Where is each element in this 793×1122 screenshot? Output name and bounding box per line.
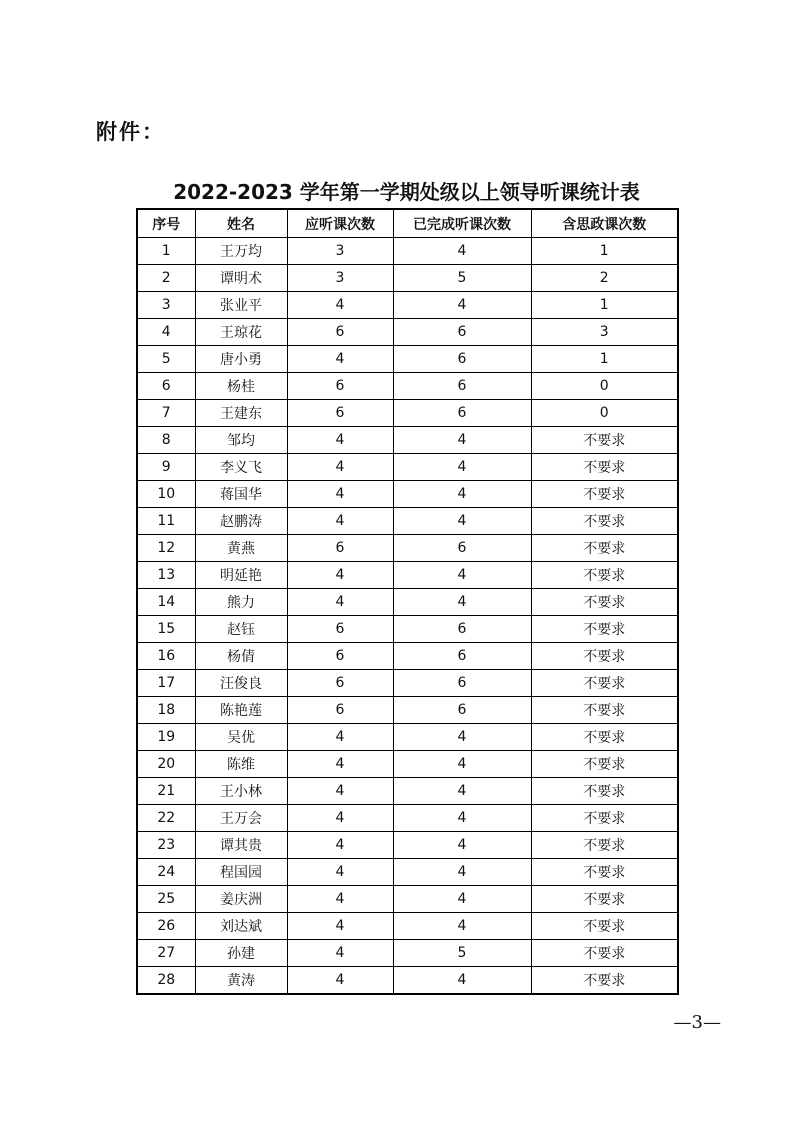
cell-required: 4 xyxy=(287,751,393,778)
table-row xyxy=(137,319,678,346)
document-title: 2022-2023 学年第一学期处级以上领导听课统计表 xyxy=(173,180,640,204)
cell-completed: 6 xyxy=(393,319,531,346)
cell-ideological: 1 xyxy=(531,346,678,373)
cell-required: 6 xyxy=(287,697,393,724)
cell-index: 2 xyxy=(137,265,195,292)
cell-completed: 6 xyxy=(393,535,531,562)
cell-index: 23 xyxy=(137,832,195,859)
cell-name: 杨倩 xyxy=(195,643,287,670)
cell-name: 赵钰 xyxy=(195,616,287,643)
table-row xyxy=(137,724,678,751)
cell-completed: 5 xyxy=(393,940,531,967)
cell-index: 22 xyxy=(137,805,195,832)
cell-name: 张业平 xyxy=(195,292,287,319)
cell-index: 11 xyxy=(137,508,195,535)
cell-completed: 6 xyxy=(393,697,531,724)
table-row xyxy=(137,616,678,643)
cell-completed: 4 xyxy=(393,778,531,805)
cell-required: 4 xyxy=(287,886,393,913)
table-row xyxy=(137,670,678,697)
cell-required: 4 xyxy=(287,724,393,751)
header-completed-count: 已完成听课次数 xyxy=(393,209,531,238)
table-row xyxy=(137,697,678,724)
cell-ideological: 1 xyxy=(531,292,678,319)
table-row xyxy=(137,481,678,508)
cell-ideological: 不要求 xyxy=(531,616,678,643)
cell-completed: 6 xyxy=(393,616,531,643)
cell-required: 4 xyxy=(287,859,393,886)
cell-ideological: 不要求 xyxy=(531,967,678,995)
cell-ideological: 不要求 xyxy=(531,940,678,967)
cell-required: 4 xyxy=(287,346,393,373)
table-row xyxy=(137,886,678,913)
cell-completed: 4 xyxy=(393,238,531,265)
cell-required: 6 xyxy=(287,319,393,346)
cell-completed: 6 xyxy=(393,400,531,427)
cell-name: 王琼花 xyxy=(195,319,287,346)
cell-required: 4 xyxy=(287,589,393,616)
table-row xyxy=(137,373,678,400)
cell-required: 4 xyxy=(287,940,393,967)
cell-required: 4 xyxy=(287,427,393,454)
cell-ideological: 不要求 xyxy=(531,535,678,562)
cell-completed: 4 xyxy=(393,454,531,481)
cell-completed: 4 xyxy=(393,967,531,995)
table-row xyxy=(137,535,678,562)
cell-completed: 4 xyxy=(393,427,531,454)
cell-name: 谭其贵 xyxy=(195,832,287,859)
cell-name: 谭明术 xyxy=(195,265,287,292)
cell-name: 陈维 xyxy=(195,751,287,778)
cell-index: 13 xyxy=(137,562,195,589)
cell-completed: 6 xyxy=(393,346,531,373)
cell-ideological: 不要求 xyxy=(531,832,678,859)
cell-ideological: 不要求 xyxy=(531,481,678,508)
cell-required: 6 xyxy=(287,400,393,427)
cell-completed: 5 xyxy=(393,265,531,292)
table-row xyxy=(137,940,678,967)
cell-name: 程国园 xyxy=(195,859,287,886)
cell-ideological: 不要求 xyxy=(531,643,678,670)
page-number: —3— xyxy=(673,1012,721,1033)
cell-completed: 4 xyxy=(393,805,531,832)
cell-required: 4 xyxy=(287,292,393,319)
attachment-label: 附件： xyxy=(96,120,165,144)
cell-name: 王小林 xyxy=(195,778,287,805)
table-row xyxy=(137,778,678,805)
cell-name: 王建东 xyxy=(195,400,287,427)
table-header-row xyxy=(137,209,678,238)
cell-index: 19 xyxy=(137,724,195,751)
cell-required: 6 xyxy=(287,670,393,697)
cell-ideological: 不要求 xyxy=(531,805,678,832)
cell-index: 16 xyxy=(137,643,195,670)
table-row xyxy=(137,589,678,616)
cell-name: 明延艳 xyxy=(195,562,287,589)
cell-index: 25 xyxy=(137,886,195,913)
cell-index: 10 xyxy=(137,481,195,508)
cell-ideological: 不要求 xyxy=(531,751,678,778)
cell-name: 王万会 xyxy=(195,805,287,832)
cell-required: 4 xyxy=(287,508,393,535)
table-row xyxy=(137,292,678,319)
cell-completed: 6 xyxy=(393,670,531,697)
cell-index: 15 xyxy=(137,616,195,643)
cell-index: 7 xyxy=(137,400,195,427)
cell-completed: 4 xyxy=(393,832,531,859)
cell-required: 4 xyxy=(287,832,393,859)
cell-index: 27 xyxy=(137,940,195,967)
cell-required: 6 xyxy=(287,643,393,670)
cell-required: 4 xyxy=(287,805,393,832)
cell-required: 4 xyxy=(287,913,393,940)
cell-required: 3 xyxy=(287,238,393,265)
cell-ideological: 不要求 xyxy=(531,562,678,589)
table-row xyxy=(137,238,678,265)
table-body xyxy=(137,238,678,995)
table-row xyxy=(137,427,678,454)
cell-ideological: 2 xyxy=(531,265,678,292)
table-row xyxy=(137,643,678,670)
cell-completed: 4 xyxy=(393,751,531,778)
cell-name: 蒋国华 xyxy=(195,481,287,508)
cell-ideological: 不要求 xyxy=(531,508,678,535)
cell-ideological: 不要求 xyxy=(531,427,678,454)
cell-name: 赵鹏涛 xyxy=(195,508,287,535)
cell-ideological: 不要求 xyxy=(531,859,678,886)
cell-completed: 6 xyxy=(393,373,531,400)
cell-completed: 4 xyxy=(393,913,531,940)
header-ideological-count: 含思政课次数 xyxy=(531,209,678,238)
cell-index: 17 xyxy=(137,670,195,697)
cell-name: 刘达斌 xyxy=(195,913,287,940)
table-row xyxy=(137,508,678,535)
cell-name: 吴优 xyxy=(195,724,287,751)
cell-name: 陈艳莲 xyxy=(195,697,287,724)
table-row xyxy=(137,400,678,427)
cell-index: 8 xyxy=(137,427,195,454)
statistics-table xyxy=(136,208,679,995)
cell-index: 4 xyxy=(137,319,195,346)
cell-ideological: 不要求 xyxy=(531,724,678,751)
cell-index: 20 xyxy=(137,751,195,778)
header-name: 姓名 xyxy=(195,209,287,238)
cell-required: 6 xyxy=(287,616,393,643)
cell-completed: 4 xyxy=(393,562,531,589)
cell-required: 4 xyxy=(287,778,393,805)
cell-name: 黄涛 xyxy=(195,967,287,995)
table-row xyxy=(137,562,678,589)
table-row xyxy=(137,832,678,859)
cell-required: 6 xyxy=(287,535,393,562)
cell-completed: 4 xyxy=(393,859,531,886)
cell-ideological: 不要求 xyxy=(531,697,678,724)
table-row xyxy=(137,805,678,832)
cell-name: 黄燕 xyxy=(195,535,287,562)
cell-index: 28 xyxy=(137,967,195,995)
cell-name: 王万均 xyxy=(195,238,287,265)
cell-index: 3 xyxy=(137,292,195,319)
cell-required: 4 xyxy=(287,967,393,995)
cell-name: 邹均 xyxy=(195,427,287,454)
cell-name: 李义飞 xyxy=(195,454,287,481)
cell-name: 姜庆洲 xyxy=(195,886,287,913)
cell-completed: 4 xyxy=(393,481,531,508)
cell-completed: 4 xyxy=(393,886,531,913)
cell-name: 汪俊良 xyxy=(195,670,287,697)
cell-index: 24 xyxy=(137,859,195,886)
cell-name: 唐小勇 xyxy=(195,346,287,373)
cell-name: 熊力 xyxy=(195,589,287,616)
cell-ideological: 0 xyxy=(531,400,678,427)
cell-completed: 4 xyxy=(393,508,531,535)
cell-ideological: 不要求 xyxy=(531,454,678,481)
cell-ideological: 0 xyxy=(531,373,678,400)
cell-index: 12 xyxy=(137,535,195,562)
cell-completed: 4 xyxy=(393,724,531,751)
cell-index: 9 xyxy=(137,454,195,481)
cell-index: 21 xyxy=(137,778,195,805)
cell-ideological: 不要求 xyxy=(531,913,678,940)
cell-name: 杨桂 xyxy=(195,373,287,400)
cell-ideological: 1 xyxy=(531,238,678,265)
cell-index: 14 xyxy=(137,589,195,616)
cell-ideological: 不要求 xyxy=(531,886,678,913)
cell-index: 18 xyxy=(137,697,195,724)
cell-ideological: 3 xyxy=(531,319,678,346)
cell-required: 4 xyxy=(287,454,393,481)
cell-required: 6 xyxy=(287,373,393,400)
cell-completed: 4 xyxy=(393,589,531,616)
cell-required: 3 xyxy=(287,265,393,292)
cell-index: 5 xyxy=(137,346,195,373)
cell-name: 孙建 xyxy=(195,940,287,967)
header-index: 序号 xyxy=(137,209,195,238)
cell-ideological: 不要求 xyxy=(531,589,678,616)
cell-required: 4 xyxy=(287,562,393,589)
cell-ideological: 不要求 xyxy=(531,670,678,697)
cell-index: 6 xyxy=(137,373,195,400)
header-required-count: 应听课次数 xyxy=(287,209,393,238)
cell-completed: 6 xyxy=(393,643,531,670)
table-row xyxy=(137,913,678,940)
table-row xyxy=(137,346,678,373)
cell-index: 1 xyxy=(137,238,195,265)
table-row xyxy=(137,751,678,778)
table-row xyxy=(137,967,678,995)
cell-ideological: 不要求 xyxy=(531,778,678,805)
table-row xyxy=(137,859,678,886)
cell-required: 4 xyxy=(287,481,393,508)
cell-index: 26 xyxy=(137,913,195,940)
cell-completed: 4 xyxy=(393,292,531,319)
table-row xyxy=(137,454,678,481)
table-row xyxy=(137,265,678,292)
